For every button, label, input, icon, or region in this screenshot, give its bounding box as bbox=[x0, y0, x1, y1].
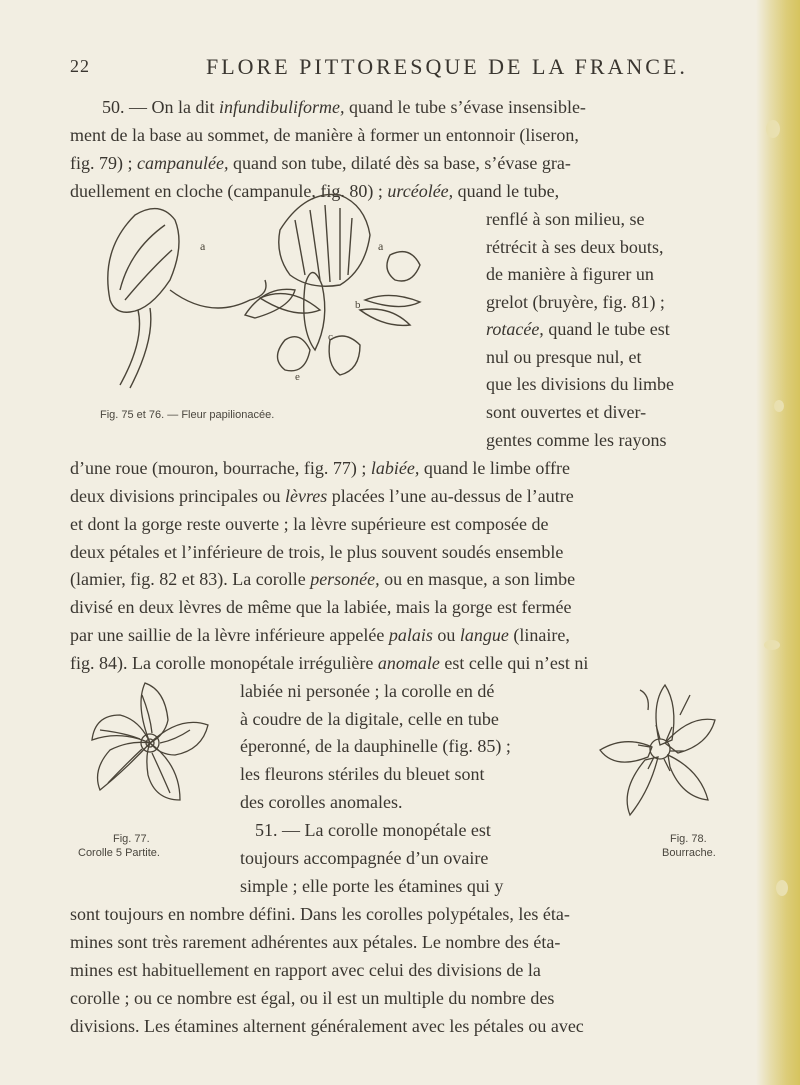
text-line-34: divisions. Les étamines alternent généralement avec les pétales ou avec bbox=[70, 1016, 584, 1036]
text-line-31: mines sont très rarement adhérentes aux pétales. Le nombre des éta- bbox=[70, 932, 561, 952]
figure-corolle-5-partite bbox=[80, 675, 220, 815]
page-header bbox=[0, 54, 800, 78]
bourrache-illustration bbox=[590, 675, 725, 825]
text-line-3: fig. 79) ; campanulée, quand son tube, dilaté dès sa base, s’évase gra- bbox=[70, 153, 571, 173]
svg-text:b: b bbox=[355, 299, 361, 311]
page-number: 22 bbox=[70, 56, 90, 76]
text-line-18: (lamier, fig. 82 et 83). La corolle personée, ou en masque, a son limbe bbox=[70, 569, 576, 589]
text-line-17: deux pétales et l’inférieure de trois, le plus souvent soudés ensemble bbox=[70, 542, 564, 562]
svg-text:a: a bbox=[378, 239, 384, 253]
papilionacee-illustration bbox=[90, 190, 490, 405]
svg-text:c: c bbox=[328, 331, 333, 343]
text-line-24: éperonné, de la dauphinelle (fig. 85) ; bbox=[240, 736, 511, 756]
text-line-25: les fleurons stériles du bleuet sont bbox=[240, 764, 485, 784]
text-line-21: fig. 84). La corolle monopétale irrégulière anomale est celle qui n’est ni bbox=[70, 653, 589, 673]
text-line-1: 50. — On la dit infundibuliforme, quand le tube s’évase insensible- bbox=[102, 97, 586, 117]
figure-bourrache bbox=[590, 675, 725, 825]
text-line-30: sont toujours en nombre défini. Dans les corolles polypétales, les éta- bbox=[70, 904, 570, 924]
text-line-28: toujours accompagnée d’un ovaire bbox=[240, 848, 489, 868]
figure-75-caption: Fig. 75 et 76. — Fleur papilionacée. bbox=[100, 409, 275, 421]
text-line-13: gentes comme les rayons bbox=[486, 430, 667, 450]
figure-papilionacee bbox=[90, 190, 490, 405]
text-line-6: rétrécit à ses deux bouts, bbox=[486, 237, 664, 257]
figure-78-caption-number: Fig. 78. bbox=[670, 833, 707, 845]
svg-text:a: a bbox=[200, 239, 206, 253]
text-line-19: divisé en deux lèvres de même que la labiée, mais la gorge est fermée bbox=[70, 597, 572, 617]
text-line-23: à coudre de la digitale, celle en tube bbox=[240, 709, 499, 729]
text-line-2: ment de la base au sommet, de manière à former un entonnoir (liseron, bbox=[70, 125, 579, 145]
text-line-16: et dont la gorge reste ouverte ; la lèvre supérieure est composée de bbox=[70, 514, 549, 534]
text-line-15: deux divisions principales ou lèvres placées l’une au-dessus de l’autre bbox=[70, 486, 574, 506]
text-line-20: par une saillie de la lèvre inférieure appelée palais ou langue (linaire, bbox=[70, 625, 570, 645]
figure-77-caption-title: Corolle 5 Partite. bbox=[78, 847, 160, 859]
running-title: FLORE PITTORESQUE DE LA FRANCE. bbox=[206, 54, 688, 79]
text-line-8: grelot (bruyère, fig. 81) ; bbox=[486, 292, 665, 312]
text-line-9: rotacée, quand le tube est bbox=[486, 319, 670, 339]
text-line-14: d’une roue (mouron, bourrache, fig. 77) ; labiée, quand le limbe offre bbox=[70, 458, 571, 478]
page-edge bbox=[756, 0, 800, 1085]
text-line-12: sont ouvertes et diver- bbox=[486, 402, 647, 422]
text-line-4: duellement en cloche (campanule, fig. 80) ; urcéolée, quand le tube, bbox=[70, 181, 560, 201]
text-line-7: de manière à figurer un bbox=[486, 264, 654, 284]
text-line-10: nul ou presque nul, et bbox=[486, 347, 642, 367]
text-line-32: mines est habituellement en rapport avec celui des divisions de la bbox=[70, 960, 541, 980]
text-line-26: des corolles anomales. bbox=[240, 792, 403, 812]
text-line-29: simple ; elle porte les étamines qui y bbox=[240, 876, 504, 896]
text-line-5: renflé à son milieu, se bbox=[486, 209, 645, 229]
text-line-33: corolle ; ou ce nombre est égal, ou il est un multiple du nombre des bbox=[70, 988, 555, 1008]
corolle-illustration bbox=[80, 675, 220, 815]
svg-text:e: e bbox=[295, 371, 300, 383]
figure-78-caption-title: Bourrache. bbox=[662, 847, 716, 859]
figure-77-caption-number: Fig. 77. bbox=[113, 833, 150, 845]
text-line-11: que les divisions du limbe bbox=[486, 374, 674, 394]
text-line-22: labiée ni personée ; la corolle en dé bbox=[240, 681, 495, 701]
text-line-27: 51. — La corolle monopétale est bbox=[255, 820, 491, 840]
